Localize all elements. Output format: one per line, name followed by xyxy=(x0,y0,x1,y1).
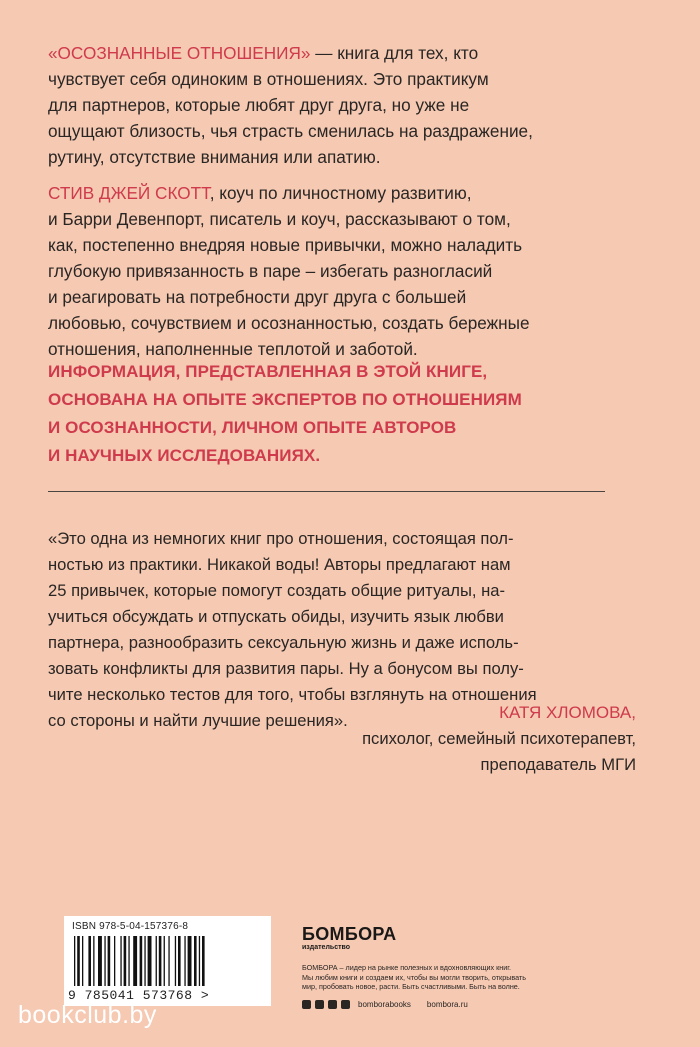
intro-line: — книга для тех, кто xyxy=(310,43,479,63)
quote-line: учиться обсуждать и отпускать обиды, изучить язык любви xyxy=(48,607,504,626)
publisher-desc-line: БОМБОРА – лидер на рынке полезных и вдохновляющих книг. xyxy=(302,963,511,972)
publisher-description xyxy=(302,963,602,992)
publisher-subtitle: издательство xyxy=(302,944,350,951)
authors-line: глубокую привязанность в паре – избегать разногласий xyxy=(48,261,493,281)
intro-line: рутину, отсутствие внимания или апатию. xyxy=(48,147,381,167)
watermark: bookclub.by xyxy=(18,1001,157,1029)
intro-line: ощущают близость, чья страсть сменилась на раздражение, xyxy=(48,121,533,141)
intro-paragraph xyxy=(48,40,648,170)
authors-line: и реагировать на потребности друг друга с большей xyxy=(48,287,467,307)
isbn-text: ISBN 978-5-04-157376-8 xyxy=(72,921,189,932)
social-icon xyxy=(341,1000,350,1009)
author-name: СТИВ ДЖЕЙ СКОТТ xyxy=(48,183,210,203)
intro-line: чувствует себя одиноким в отношениях. Это практикум xyxy=(48,69,489,89)
social-icon xyxy=(315,1000,324,1009)
social-handle: bomborabooks xyxy=(358,1000,411,1009)
publisher-social xyxy=(302,1000,468,1009)
book-title: «ОСОЗНАННЫЕ ОТНОШЕНИЯ» xyxy=(48,43,311,63)
info-paragraph xyxy=(48,358,648,470)
quote-line: партнера, разнообразить сексуальную жизнь и даже исполь- xyxy=(48,633,519,652)
info-line: И НАУЧНЫХ ИССЛЕДОВАНИЯХ. xyxy=(48,446,321,465)
info-line: И ОСОЗНАННОСТИ, ЛИЧНОМ ОПЫТЕ АВТОРОВ xyxy=(48,418,457,437)
reviewer-role: психолог, семейный психотерапевт, xyxy=(362,729,636,748)
publisher-desc-line: мир, пробовать новое, расти. Быть счастливыми. Быть на волне. xyxy=(302,982,520,991)
barcode-panel xyxy=(64,916,271,1006)
info-line: ОСНОВАНА НА ОПЫТЕ ЭКСПЕРТОВ ПО ОТНОШЕНИЯМ xyxy=(48,390,522,409)
social-icon xyxy=(328,1000,337,1009)
barcode-graphic xyxy=(72,936,252,986)
publisher-desc-line: Мы любим книги и создаем их, чтобы вы могли творить, открывать xyxy=(302,972,526,982)
intro-line: для партнеров, которые любят друг друга, но уже не xyxy=(48,95,470,115)
authors-paragraph xyxy=(48,180,648,362)
authors-line: любовью, сочувствием и осознанностью, создать бережные xyxy=(48,313,530,333)
info-line: ИНФОРМАЦИЯ, ПРЕДСТАВЛЕННАЯ В ЭТОЙ КНИГЕ, xyxy=(48,362,488,381)
reviewer-name: КАТЯ ХЛОМОВА, xyxy=(499,703,636,722)
divider xyxy=(48,491,605,492)
quote-line: ностью из практики. Никакой воды! Авторы предлагают нам xyxy=(48,555,511,574)
barcode-number: 9 785041 573768 > xyxy=(68,988,210,1003)
reviewer-role: преподаватель МГИ xyxy=(480,755,636,774)
quote-line: чите несколько тестов для того, чтобы взглянуть на отношения xyxy=(48,685,537,704)
quote-line: со стороны и найти лучшие решения». xyxy=(48,711,348,730)
authors-line: отношения, наполненные теплотой и заботой. xyxy=(48,339,418,359)
quote-line: зовать конфликты для развития пары. Ну а бонусом вы полу- xyxy=(48,659,524,678)
authors-line: , коуч по личностному развитию, xyxy=(209,183,472,203)
publisher-logo: БОМБОРА xyxy=(302,924,397,944)
publisher-website[interactable]: bombora.ru xyxy=(426,1000,468,1009)
authors-line: как, постепенно внедряя новые привычки, можно наладить xyxy=(48,235,523,255)
social-icon xyxy=(302,1000,311,1009)
quote-line: «Это одна из немногих книг про отношения, состоящая пол- xyxy=(48,529,514,548)
authors-line: и Барри Девенпорт, писатель и коуч, рассказывают о том, xyxy=(48,209,511,229)
quote-line: 25 привычек, которые помогут создать общие ритуалы, на- xyxy=(48,581,506,600)
